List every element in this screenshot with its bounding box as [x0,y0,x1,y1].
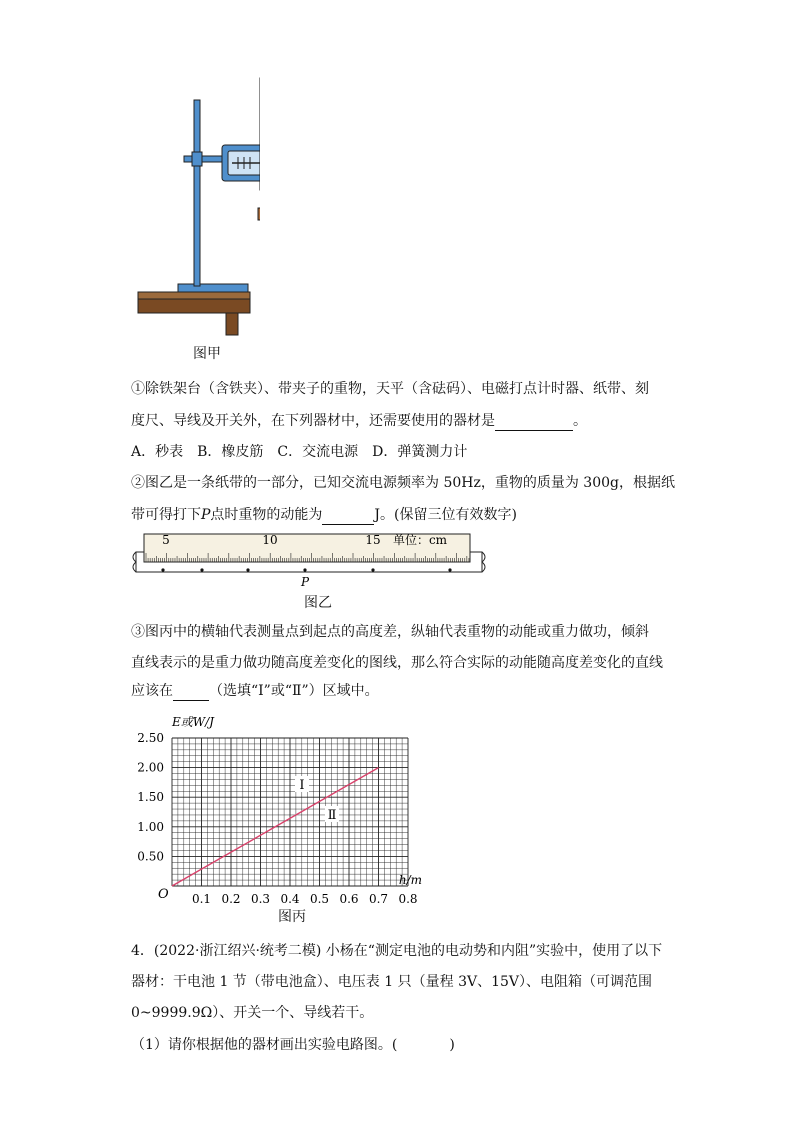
ruler-label: 15 [365,533,381,547]
q4-text-line3: 0~9999.9Ω）、开关一个、导线若干。 [131,1005,374,1021]
stand-base [178,284,248,292]
x-tick-label: 0.1 [191,892,212,906]
ruler-label: 10 [262,533,278,547]
q1-text-line1: ①除铁架台（含铁夹）、带夹子的重物，天平（含砝码）、电磁打点计时器、纸带、刻 [131,381,649,397]
y-tick-label: 2.50 [137,731,164,745]
stand-pole [194,100,200,286]
answer-blank-3 [173,700,209,701]
figure-caption-c: 图丙 [278,909,306,925]
x-tick-label: 0.7 [368,892,389,906]
q4-sub1: （1）请你根据他的器材画出实验电路图。( ) [131,1037,455,1053]
y-axis-label: E或W/J [172,715,214,729]
y-tick-label: 0.50 [137,849,164,864]
x-tick-label: 0.2 [221,892,241,906]
point-p: P [201,507,211,523]
tape-figure [130,530,490,590]
x-tick-label: 0.8 [398,892,418,906]
q1-text: 度尺、导线及开关外，在下列器材中，还需要使用的器材是 [131,413,495,429]
q4-text-line1: 4．(2022·浙江绍兴·统考二模) 小杨在“测定电池的电动势和内阻”实验中，使用了以下 [131,943,663,959]
origin-label: O [158,887,169,902]
table-edge [138,299,250,313]
y-tick-label: 1.00 [137,819,164,834]
answer-blank-1 [495,430,573,431]
q1-text-line2: 度尺、导线及开关外，在下列器材中，还需要使用的器材是 。 [131,413,587,429]
q3-text-line1: ③图丙中的横轴代表测量点到起点的高度差，纵轴代表重物的动能或重力做功，倾斜 [131,624,649,640]
apparatus-figure [130,70,260,340]
y-axis-ticks [137,731,164,863]
ruler-unit: 单位：cm [392,533,448,547]
y-tick-label: 1.50 [137,790,164,805]
region-2-label: Ⅱ [327,808,337,823]
x-tick-label: 0.5 [309,892,330,906]
energy-graph [130,712,430,907]
q3-text-line2: 直线表示的是重力做功随高度差变化的图线，那么符合实际的动能随高度差变化的直线 [131,655,663,671]
point-p-label: P [300,575,310,589]
q1-options: A．秒表 B．橡皮筋 C．交流电源 D．弹簧测力计 [131,444,468,460]
graph-grid [172,738,408,886]
figure-caption-a: 图甲 [193,346,221,362]
figure-caption-b: 图乙 [304,595,332,611]
point-p-dot [303,568,306,571]
table-leg [226,313,238,335]
y-tick-label: 2.00 [137,760,164,775]
table-top [138,292,250,299]
x-tick-label: 0.3 [250,892,271,906]
x-tick-label: 0.4 [280,892,300,906]
x-axis-ticks [192,892,418,906]
q4-text-line2: 器材：干电池 1 节（带电池盒）、电压表 1 只（量程 3V、15V）、电阻箱（可调范围 [131,974,653,990]
x-tick-label: 0.6 [339,892,359,906]
q2-text-line2: 带可得打下P点时重物的动能为 J。(保留三位有效数字) [131,507,517,523]
q2-text-line1: ②图乙是一条纸带的一部分，已知交流电源频率为 50Hz，重物的质量为 300g，根据纸 [131,475,675,491]
answer-blank-2 [322,524,374,525]
q3-text-line3: 应该在 （选填“Ⅰ”或“Ⅱ”）区域中。 [131,683,379,699]
ruler-label: 5 [162,533,170,547]
region-1-label: Ⅰ [299,778,305,793]
weight [258,208,260,220]
x-axis-label: h/m [398,873,422,887]
